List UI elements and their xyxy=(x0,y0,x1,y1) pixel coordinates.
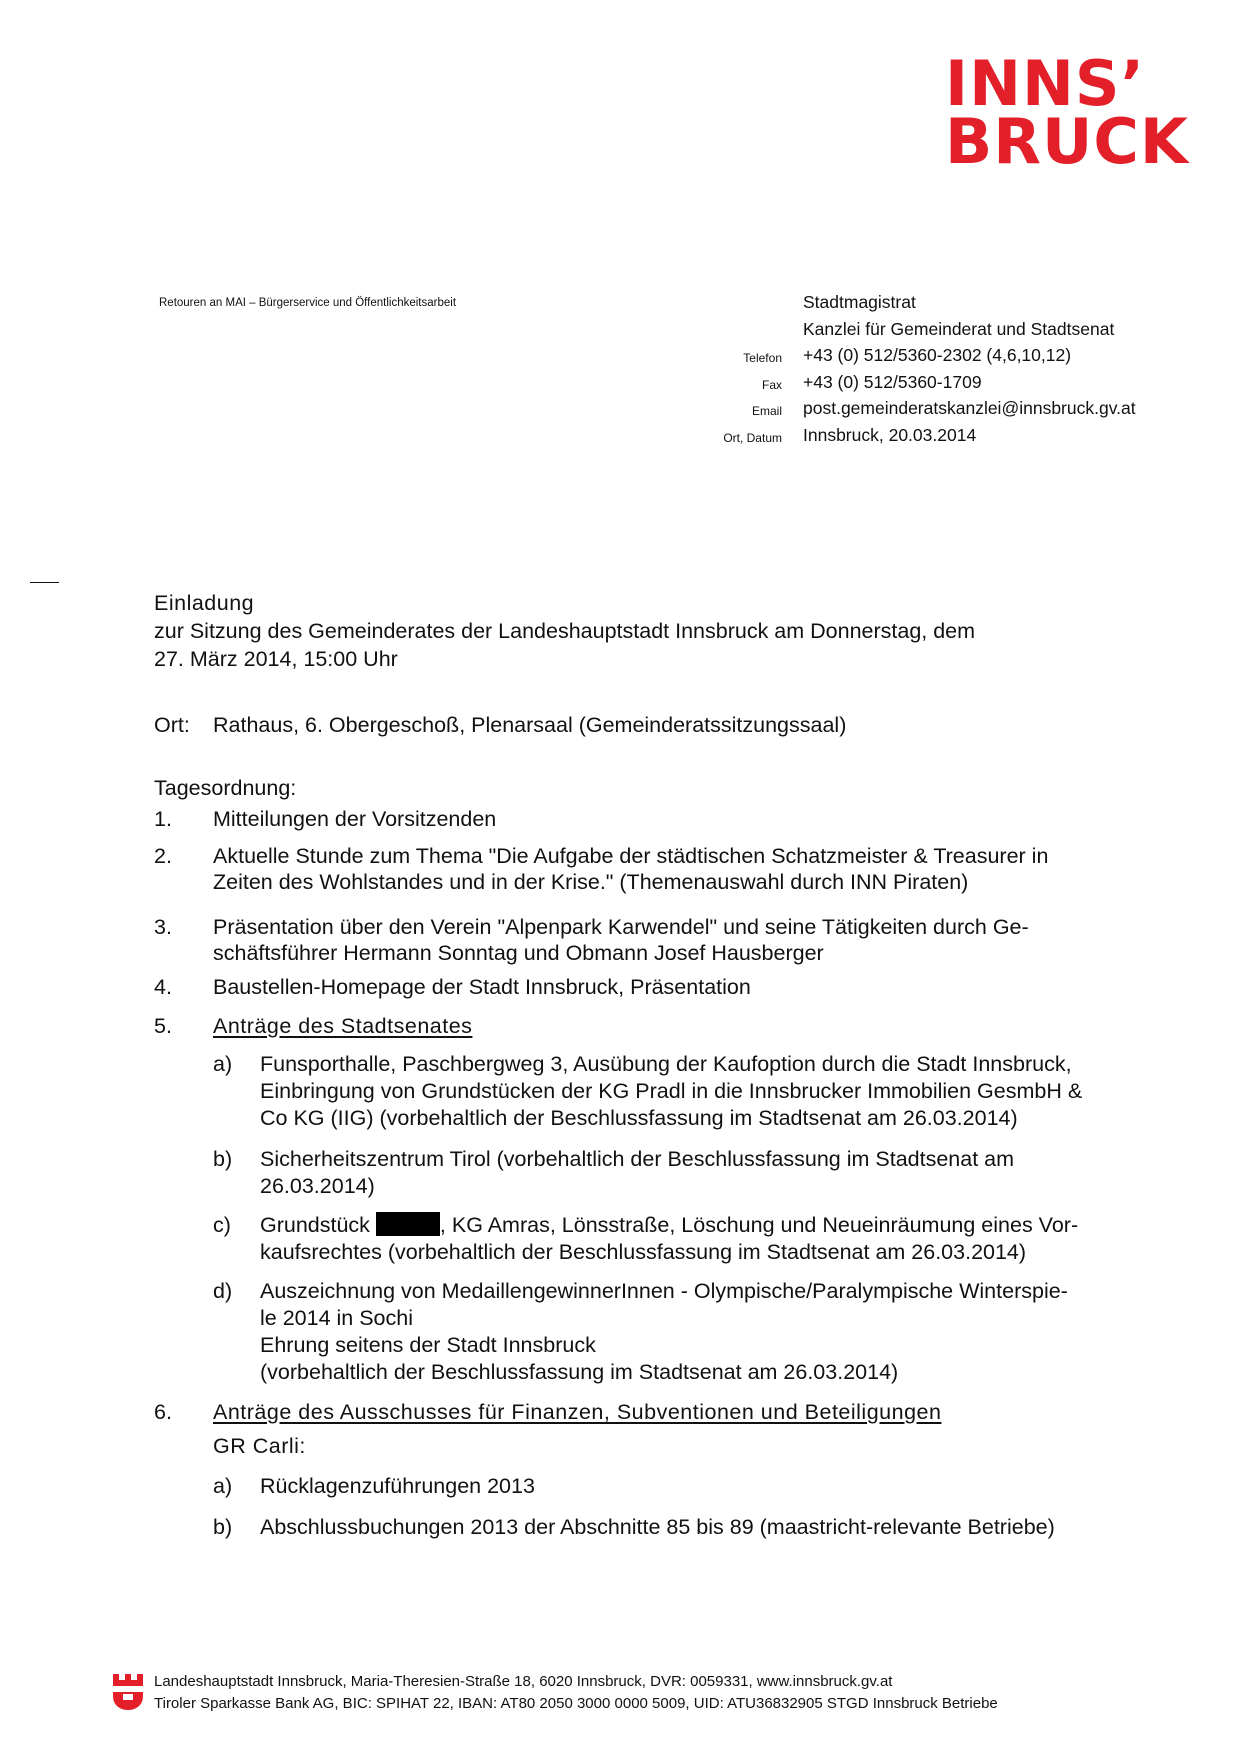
sub-letter: c) xyxy=(213,1213,231,1237)
fax-label: Fax xyxy=(761,377,782,392)
sub-text: , KG Amras, Lönsstraße, Löschung und Neueinräumung eines Vor- xyxy=(439,1213,1079,1237)
sub-text: le 2014 in Sochi xyxy=(260,1306,413,1330)
sub-text: Grundstück xyxy=(260,1213,376,1237)
footer-line-1: Landeshauptstadt Innsbruck, Maria-Theresien-Straße 18, 6020 Innsbruck, DVR: 0059331, www.innsbruck.gv.at xyxy=(154,1673,893,1690)
redaction-box xyxy=(376,1212,440,1236)
sub-text: Abschlussbuchungen 2013 der Abschnitte 85 bis 89 (maastricht-relevante Betriebe) xyxy=(260,1515,1055,1539)
sub-text: Einbringung von Grundstücken der KG Pradl in die Innsbrucker Immobilien GesmbH & xyxy=(260,1079,1083,1103)
sub-text: 26.03.2014) xyxy=(260,1174,375,1198)
location-label: Ort: xyxy=(154,713,190,737)
sub-letter: b) xyxy=(213,1147,233,1171)
footer xyxy=(154,1671,998,1715)
return-address: Retouren an MAI – Bürgerservice und Öffentlichkeitsarbeit xyxy=(159,297,457,309)
date-value: Innsbruck, 20.03.2014 xyxy=(803,424,977,445)
fold-mark xyxy=(30,582,59,583)
agenda-heading: Tagesordnung: xyxy=(154,776,297,800)
invitation-title xyxy=(154,589,975,673)
sub-letter: a) xyxy=(213,1474,233,1498)
email-value: post.gemeinderatskanzlei@innsbruck.gv.at xyxy=(803,398,1136,418)
email-label: Email xyxy=(751,404,782,418)
logo-line-1: INNS’ xyxy=(945,47,1146,120)
item-number: 4. xyxy=(154,975,172,999)
sub-letter: d) xyxy=(213,1279,233,1303)
sub-text: Auszeichnung von MedaillengewinnerInnen - Olympische/Paralympische Winterspie- xyxy=(260,1279,1068,1303)
fax-value: +43 (0) 512/5360-1709 xyxy=(803,371,982,392)
sub-text: Rücklagenzuführungen 2013 xyxy=(260,1474,535,1498)
sub-text: Sicherheitszentrum Tirol (vorbehaltlich der Beschlussfassung im Stadtsenat am xyxy=(260,1147,1015,1171)
item-number: 2. xyxy=(154,844,172,868)
logo-line-2: BRUCK xyxy=(945,105,1189,178)
item-text: Zeiten des Wohlstandes und in der Krise." (Themenauswahl durch INN Piraten) xyxy=(213,870,969,894)
item-number: 3. xyxy=(154,915,172,939)
phone-label: Telefon xyxy=(743,351,782,365)
item-number: 5. xyxy=(154,1014,172,1038)
sender-org: Stadtmagistrat xyxy=(803,292,916,312)
innsbruck-logo xyxy=(945,47,1195,178)
sub-text: Funsporthalle, Paschbergweg 3, Ausübung der Kaufoption durch die Stadt Innsbruck, xyxy=(260,1052,1072,1076)
sub-text: Co KG (IIG) (vorbehaltlich der Beschlussfassung im Stadtsenat am 26.03.2014) xyxy=(260,1106,1018,1130)
sub-text: kaufsrechtes (vorbehaltlich der Beschlussfassung im Stadtsenat am 26.03.2014) xyxy=(260,1240,1027,1264)
item-text: Baustellen-Homepage der Stadt Innsbruck, Präsentation xyxy=(213,975,751,999)
location xyxy=(154,711,846,739)
date-label: Ort, Datum xyxy=(723,430,782,445)
sub-letter: a) xyxy=(213,1052,233,1076)
item-text: Präsentation über den Verein "Alpenpark Karwendel" und seine Tätigkeiten durch Ge- xyxy=(213,915,1029,939)
title-line-3: 27. März 2014, 15:00 Uhr xyxy=(154,647,398,671)
title-line-2: zur Sitzung des Gemeinderates der Landeshauptstadt Innsbruck am Donnerstag, dem xyxy=(154,619,976,643)
speaker-label: GR Carli: xyxy=(213,1434,306,1458)
phone-value: +43 (0) 512/5360-2302 (4,6,10,12) xyxy=(803,345,1072,365)
item-number: 6. xyxy=(154,1400,172,1424)
section-heading: Anträge des Stadtsenates xyxy=(213,1014,473,1038)
section-heading: Anträge des Ausschusses für Finanzen, Subventionen und Beteiligungen xyxy=(213,1400,942,1424)
location-value: Rathaus, 6. Obergeschoß, Plenarsaal (Gemeinderatssitzungssaal) xyxy=(213,713,847,737)
item-number: 1. xyxy=(154,807,172,831)
sender-info xyxy=(640,292,1200,451)
sub-text: Ehrung seitens der Stadt Innsbruck xyxy=(260,1333,596,1357)
sub-text: (vorbehaltlich der Beschlussfassung im Stadtsenat am 26.03.2014) xyxy=(260,1360,899,1384)
sub-letter: b) xyxy=(213,1515,233,1539)
item-text: Aktuelle Stunde zum Thema "Die Aufgabe der städtischen Schatzmeister & Treasurer in xyxy=(213,844,1049,868)
city-crest-icon xyxy=(111,1672,145,1717)
sender-dept: Kanzlei für Gemeinderat und Stadtsenat xyxy=(803,318,1115,339)
title-line-1: Einladung xyxy=(154,591,255,615)
footer-line-2: Tiroler Sparkasse Bank AG, BIC: SPIHAT 22, IBAN: AT80 2050 3000 0000 5009, UID: ATU36832905 STGD Innsbruck Betriebe xyxy=(154,1695,998,1712)
item-text: schäftsführer Hermann Sonntag und Obmann Josef Hausberger xyxy=(213,941,824,965)
item-text: Mitteilungen der Vorsitzenden xyxy=(213,807,497,831)
